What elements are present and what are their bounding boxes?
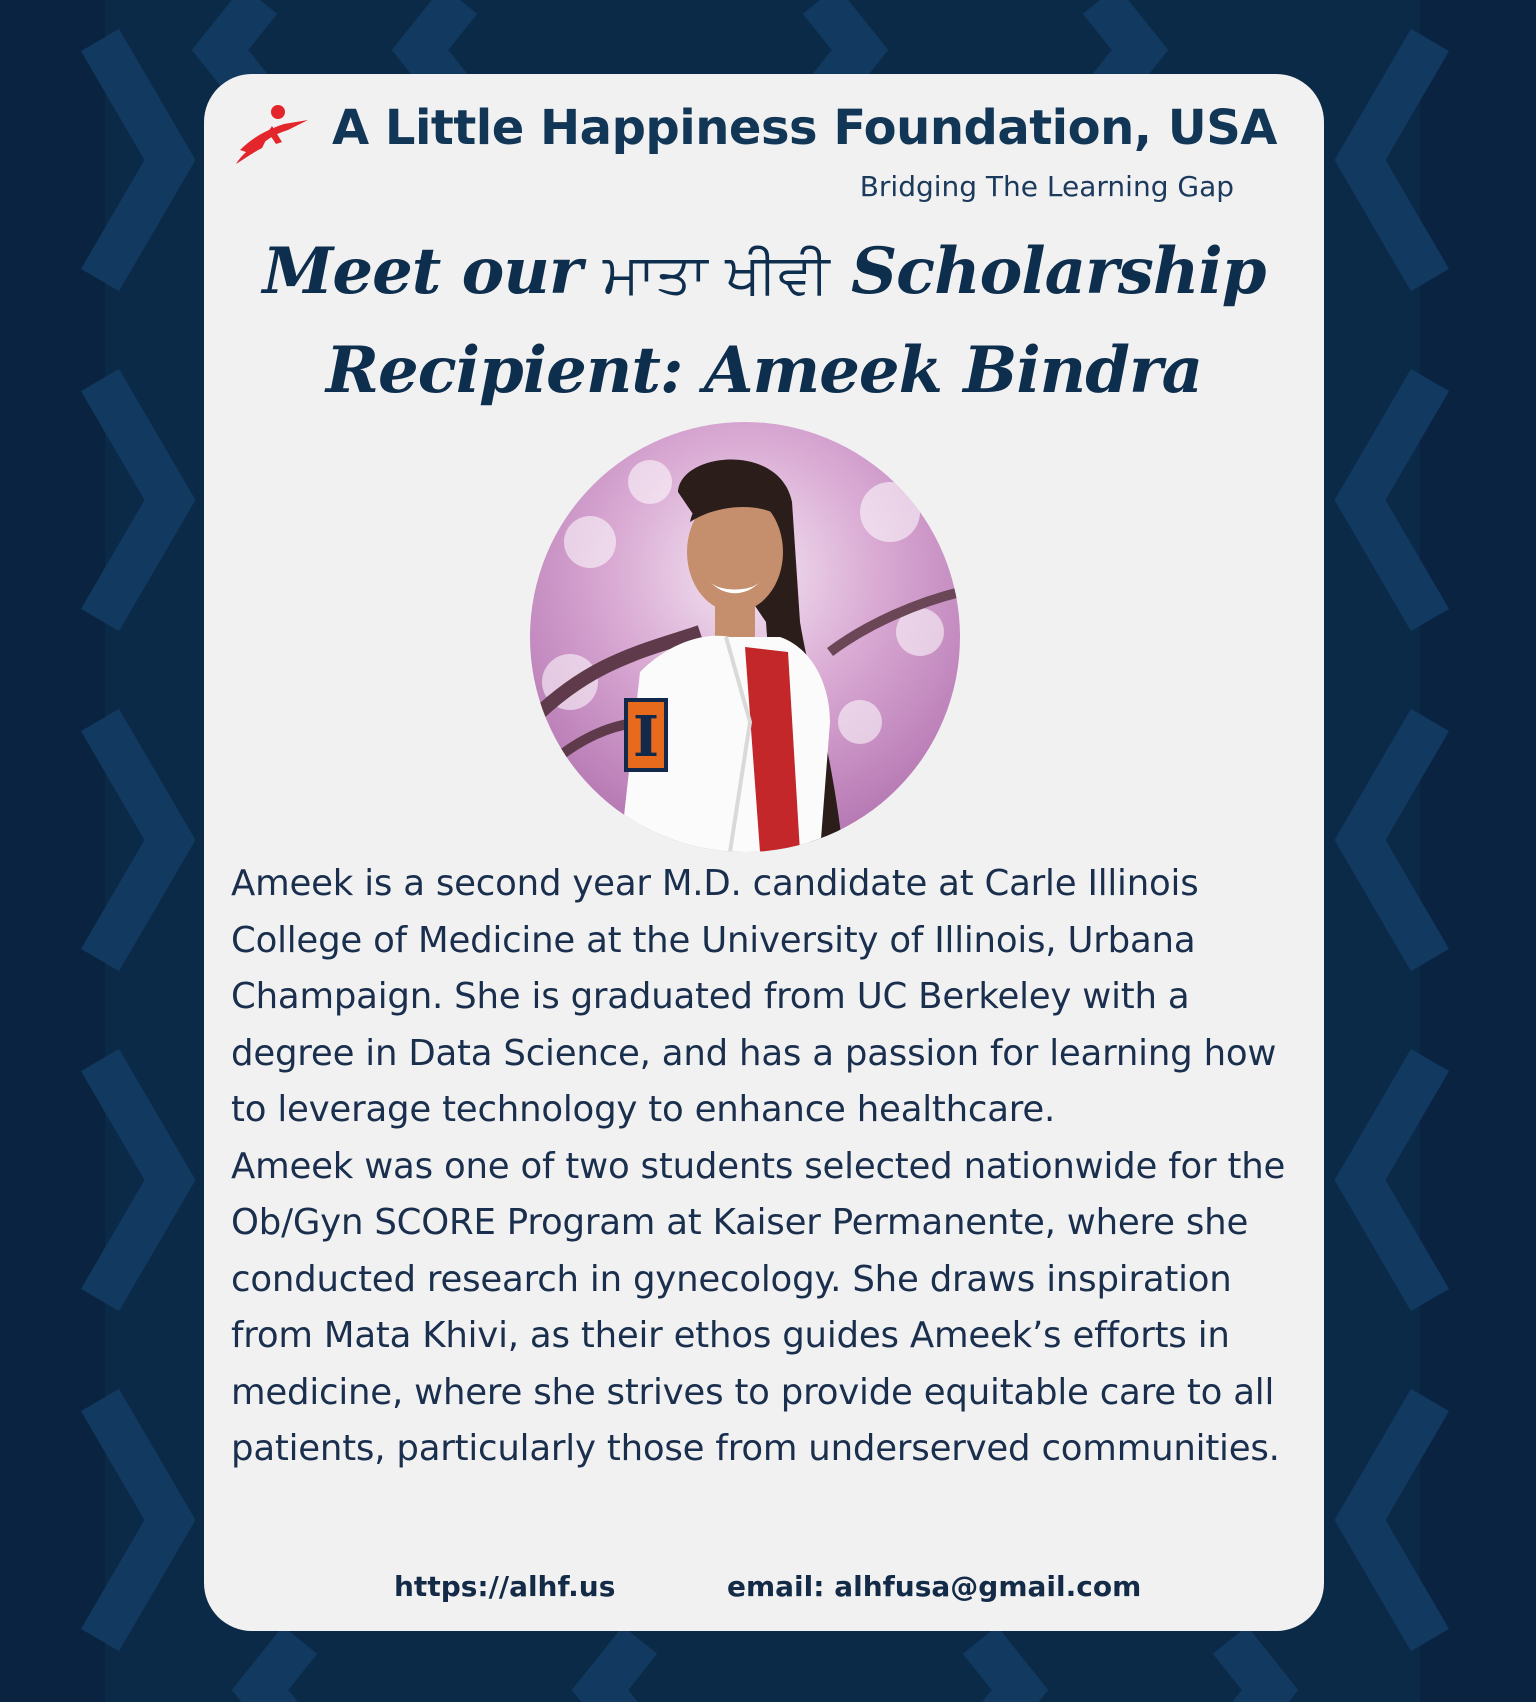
headline-line-2: Recipient: Ameek Bindra: [325, 333, 1203, 408]
organization-name: A Little Happiness Foundation, USA: [332, 100, 1277, 156]
bio-paragraph-2: Ameek was one of two students selected nationwide for the Ob/Gyn SCORE Program at Kaiser Permanente, where she conducted research in gynecology. She draws inspiration from Mata Khivi, as their ethos guides Ameek’s efforts in medicine, where she strives to provide equitable care to all patients, particularly those from underserved communities.: [231, 1145, 1286, 1469]
email-link[interactable]: email: alhfusa@gmail.com: [727, 1570, 1142, 1603]
coat-letter: I: [632, 704, 660, 770]
headline: [224, 224, 1304, 419]
profile-card: [204, 74, 1324, 1631]
headline-line-1: [224, 224, 1304, 323]
recipient-photo: [530, 422, 960, 852]
headline-part1: Meet our: [262, 234, 582, 309]
website-link[interactable]: https://alhf.us: [394, 1570, 616, 1603]
bio-paragraph-1: Ameek is a second year M.D. candidate at Carle Illinois College of Medicine at the University of Illinois, Urbana Champaign. She is graduated from UC Berkeley with a degree in Data Science, and has a passion for learning how to leverage technology to enhance healthcare.: [231, 863, 1277, 1130]
running-figure-logo-icon: [232, 102, 312, 168]
recipient-bio: [231, 856, 1311, 1478]
headline-punjabi: ਮਾਤਾ ਖੀਵੀ: [602, 242, 830, 307]
organization-tagline: Bridging The Learning Gap: [859, 170, 1234, 203]
headline-part2: Scholarship: [850, 234, 1266, 309]
